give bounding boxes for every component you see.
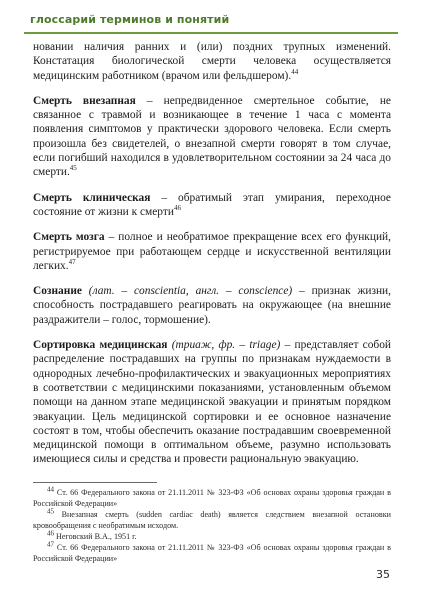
glossary-etymology: (лат. – conscientia, англ. – conscience) bbox=[81, 285, 293, 298]
footnote-number: 46 bbox=[47, 529, 54, 538]
footnote-rule bbox=[33, 482, 157, 483]
glossary-definition: – непредвиденное смертельное событие, не связанное с травмой и возникающее в течение 1 часа с момента появления симптомов у практически здорового человека. Если смерть произошла без свидетелей, о внезапной смерти говорят в том случае, если погибший находился в удовлетворительном состоянии за 24 часа до смерти. bbox=[33, 94, 391, 179]
glossary-etymology: (триаж, фр. – triage) bbox=[167, 339, 281, 352]
glossary-definition: – обратимый этап умирания, переходное состояние от жизни к смерти bbox=[33, 191, 391, 218]
body-text bbox=[33, 40, 391, 478]
glossary-entry-sudden-death bbox=[33, 94, 391, 180]
footnote-number: 47 bbox=[47, 540, 54, 549]
glossary-definition: – представляет собой распределение пострадавших на группы по признакам нуждаемости в однородных лечебно-профилактических и эвакуационных мероприятиях в соответствии с медицинскими показаниями, установленным объемом помощи на данном этапе медицинской эвакуации и принятым порядком эвакуации. Цель медицинской сортировки и ее основное назначение состоят в том, чтобы обеспечить оказание пострадавшим своевременной медицинской помощи в оптимальном объеме, разумно использовать имеющиеся силы и средства и провести рациональную эвакуацию. bbox=[33, 339, 392, 466]
glossary-entry-triage bbox=[33, 338, 391, 467]
footnote-45 bbox=[33, 509, 391, 531]
footnote-ref[interactable]: 44 bbox=[291, 67, 299, 76]
glossary-term: Смерть внезапная bbox=[33, 94, 136, 107]
glossary-entry-brain-death bbox=[33, 230, 391, 273]
glossary-entry-consciousness bbox=[33, 284, 391, 327]
paragraph-continuation bbox=[33, 40, 391, 83]
glossary-term: Сортировка медицинская bbox=[33, 339, 168, 352]
paragraph-text: новании наличия ранних и (или) поздних трупных изменений. Констатация биологической смерти человека осуществляется медицинским работником (врачом или фельдшером). bbox=[33, 41, 391, 82]
footnote-text: Внезапная смерть (sudden cardiac death) является следствием внезапной остановки кровообращения с необратимым исходом. bbox=[33, 510, 391, 530]
footnote-ref[interactable]: 46 bbox=[173, 204, 181, 213]
glossary-term: Сознание bbox=[33, 285, 82, 298]
footnote-text: Неговский В.А., 1951 г. bbox=[54, 532, 137, 541]
glossary-entry-clinical-death bbox=[33, 191, 391, 220]
footnote-46 bbox=[33, 531, 391, 542]
page-number: 35 bbox=[376, 568, 390, 581]
glossary-term: Смерть мозга bbox=[33, 231, 105, 244]
footnote-ref[interactable]: 47 bbox=[68, 258, 76, 267]
header-rule bbox=[24, 32, 398, 34]
glossary-definition: – признак жизни, способность пострадавшего реагировать на окружающее (на внешние раздражители – голос, тормошение). bbox=[33, 285, 391, 326]
footnote-47 bbox=[33, 542, 391, 564]
footnote-text: Ст. 66 Федерального закона от 21.11.2011 № 323-ФЗ «Об основах охраны здоровья граждан в Российской Федерации» bbox=[33, 488, 391, 508]
footnote-ref[interactable]: 45 bbox=[69, 164, 77, 173]
footnote-text: Ст. 66 Федерального закона от 21.11.2011 № 323-ФЗ «Об основах охраны здоровья граждан в Российской Федерации» bbox=[33, 543, 391, 563]
footnote-number: 45 bbox=[47, 507, 54, 516]
footnote-number: 44 bbox=[47, 485, 54, 494]
footnotes bbox=[33, 487, 391, 564]
glossary-definition: – полное и необратимое прекращение всех его функций, регистрируемое при работающем сердце и искусственной вентиляции легких. bbox=[33, 231, 391, 272]
glossary-term: Смерть клиническая bbox=[33, 191, 151, 204]
running-header: глоссарий терминов и понятий bbox=[30, 13, 230, 26]
footnote-44 bbox=[33, 487, 391, 509]
